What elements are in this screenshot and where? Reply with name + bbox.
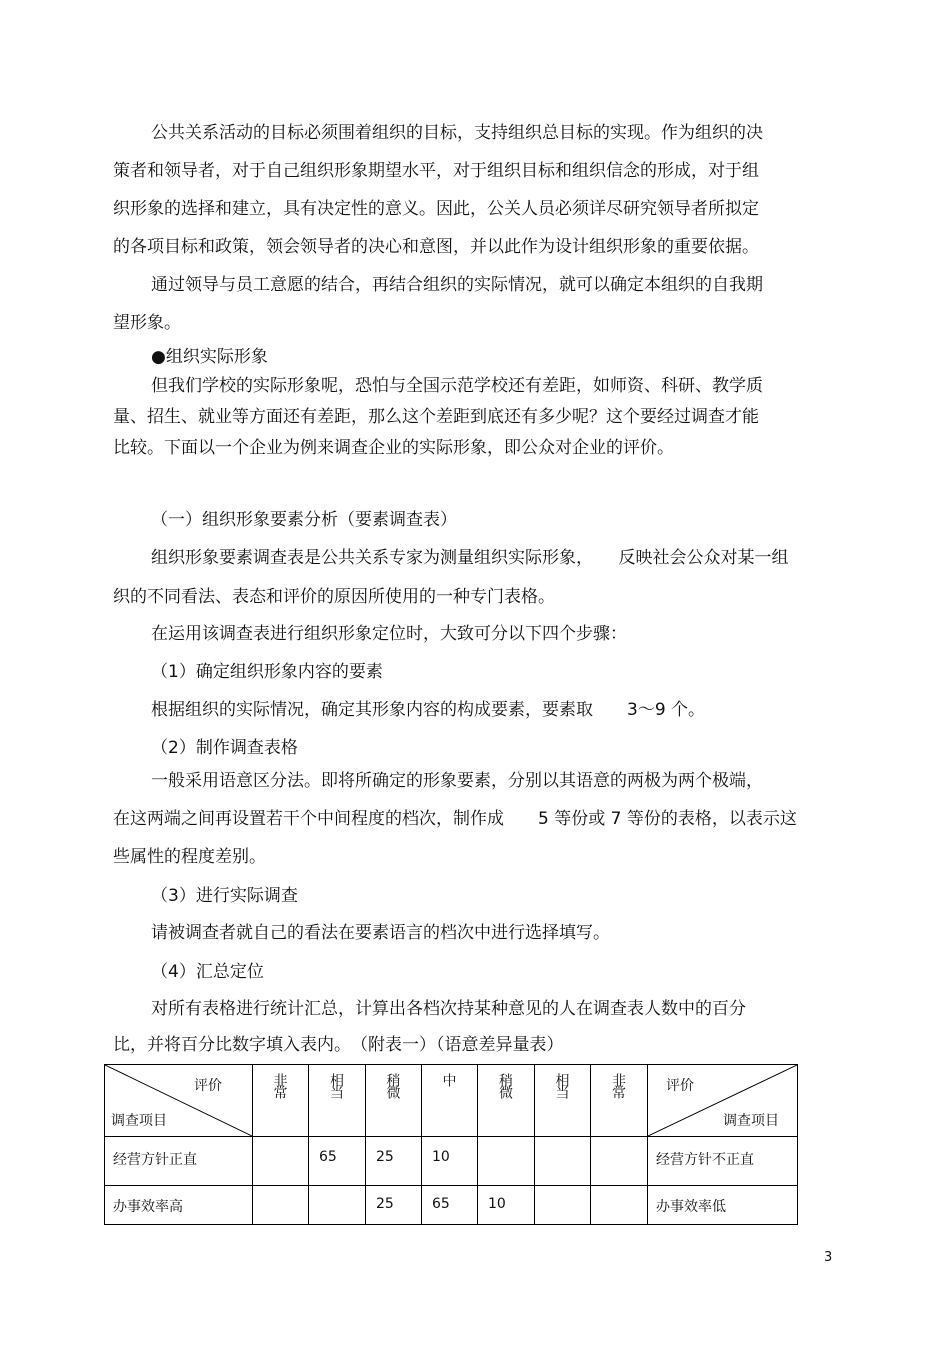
step-heading: （4）汇总定位 [151, 962, 264, 982]
table-cell [591, 1186, 648, 1225]
right-diagonal-header [648, 1065, 798, 1137]
table-cell: 25 [366, 1137, 422, 1186]
page-number: 3 [824, 1250, 833, 1265]
table-cell [253, 1137, 309, 1186]
paragraph-line: 比较。下面以一个企业为例来调查企业的实际形象，即公众对企业的评价。 [113, 438, 674, 458]
scale-header: 稍微 [366, 1065, 422, 1137]
paragraph-line: 通过领导与员工意愿的结合，再结合组织的实际情况，就可以确定本组织的自我期 [151, 275, 763, 295]
paragraph-line: 公共关系活动的目标必须围着组织的目标，支持组织总目标的实现。作为组织的决 [151, 123, 763, 143]
scale-header: 非常 [253, 1065, 309, 1137]
scale-header: 中 [422, 1065, 478, 1137]
table-cell: 10 [478, 1186, 535, 1225]
paragraph-line: 织的不同看法、表态和评价的原因所使用的一种专门表格。 [113, 587, 555, 607]
paragraph-line: 但我们学校的实际形象呢，恐怕与全国示范学校还有差距，如师资、科研、教学质 [151, 376, 763, 396]
table-cell [535, 1186, 591, 1225]
paragraph-line: 织形象的选择和建立，具有决定性的意义。因此，公关人员必须详尽研究领导者所拟定 [113, 199, 759, 219]
table-cell [253, 1186, 309, 1225]
header-label: 调查项目 [111, 1113, 167, 1129]
table-row [105, 1186, 798, 1225]
row-label-right: 办事效率低 [648, 1186, 798, 1225]
step-text: 根据组织的实际情况，确定其形象内容的构成要素，要素取 3～9 个。 [151, 700, 706, 720]
scale-header: 相当 [309, 1065, 366, 1137]
step-heading: （2）制作调查表格 [151, 738, 298, 758]
step-text: 对所有表格进行统计汇总，计算出各档次持某种意见的人在调查表人数中的百分 [151, 999, 746, 1019]
step-heading: （3）进行实际调查 [151, 886, 298, 906]
paragraph-line: 的各项目标和政策，领会领导者的决心和意图，并以此作为设计组织形象的重要依据。 [113, 237, 759, 257]
table-cell [591, 1137, 648, 1186]
step-heading: （1）确定组织形象内容的要素 [151, 662, 383, 682]
left-diagonal-header [105, 1065, 253, 1137]
row-label-left: 经营方针正直 [105, 1137, 253, 1186]
row-label-right: 经营方针不正直 [648, 1137, 798, 1186]
step-text: 在这两端之间再设置若干个中间程度的档次，制作成 5 等份或 7 等份的表格，以表示这 [113, 809, 797, 829]
step-text: 一般采用语意区分法。即将所确定的形象要素，分别以其语意的两极为两个极端， [151, 771, 763, 791]
header-label: 评价 [666, 1078, 694, 1094]
table-cell: 10 [422, 1137, 478, 1186]
scale-header: 非常 [591, 1065, 648, 1137]
semantic-differential-table [104, 1064, 798, 1225]
paragraph-line: 组织形象要素调查表是公共关系专家为测量组织实际形象， 反映社会公众对某一组 [151, 548, 789, 568]
table-cell: 65 [422, 1186, 478, 1225]
step-text: 请被调查者就自己的看法在要素语言的档次中进行选择填写。 [151, 923, 610, 943]
section-title: （一）组织形象要素分析（要素调查表） [151, 510, 457, 530]
scale-header: 稍微 [478, 1065, 535, 1137]
header-label: 评价 [194, 1078, 222, 1094]
table-cell: 25 [366, 1186, 422, 1225]
row-label-left: 办事效率高 [105, 1186, 253, 1225]
step-text: 比，并将百分比数字填入表内。 （附表一）（语意差异量表） [113, 1035, 564, 1055]
header-label: 调查项目 [723, 1113, 779, 1129]
table-cell: 65 [309, 1137, 366, 1186]
table-row [105, 1137, 798, 1186]
paragraph-line: 在运用该调查表进行组织形象定位时，大致可分以下四个步骤： [151, 624, 627, 644]
table-cell [478, 1137, 535, 1186]
paragraph-line: 策者和领导者，对于自己组织形象期望水平，对于组织目标和组织信念的形成，对于组 [113, 161, 759, 181]
scale-header: 相当 [535, 1065, 591, 1137]
table-cell [535, 1137, 591, 1186]
bullet-heading: ●组织实际形象 [151, 347, 268, 367]
table-cell [309, 1186, 366, 1225]
paragraph-line: 望形象。 [113, 313, 181, 333]
table-header-row [105, 1065, 798, 1137]
paragraph-line: 量、招生、就业等方面还有差距，那么这个差距到底还有多少呢？这个要经过调查才能 [113, 407, 759, 427]
step-text: 些属性的程度差别。 [113, 847, 266, 867]
